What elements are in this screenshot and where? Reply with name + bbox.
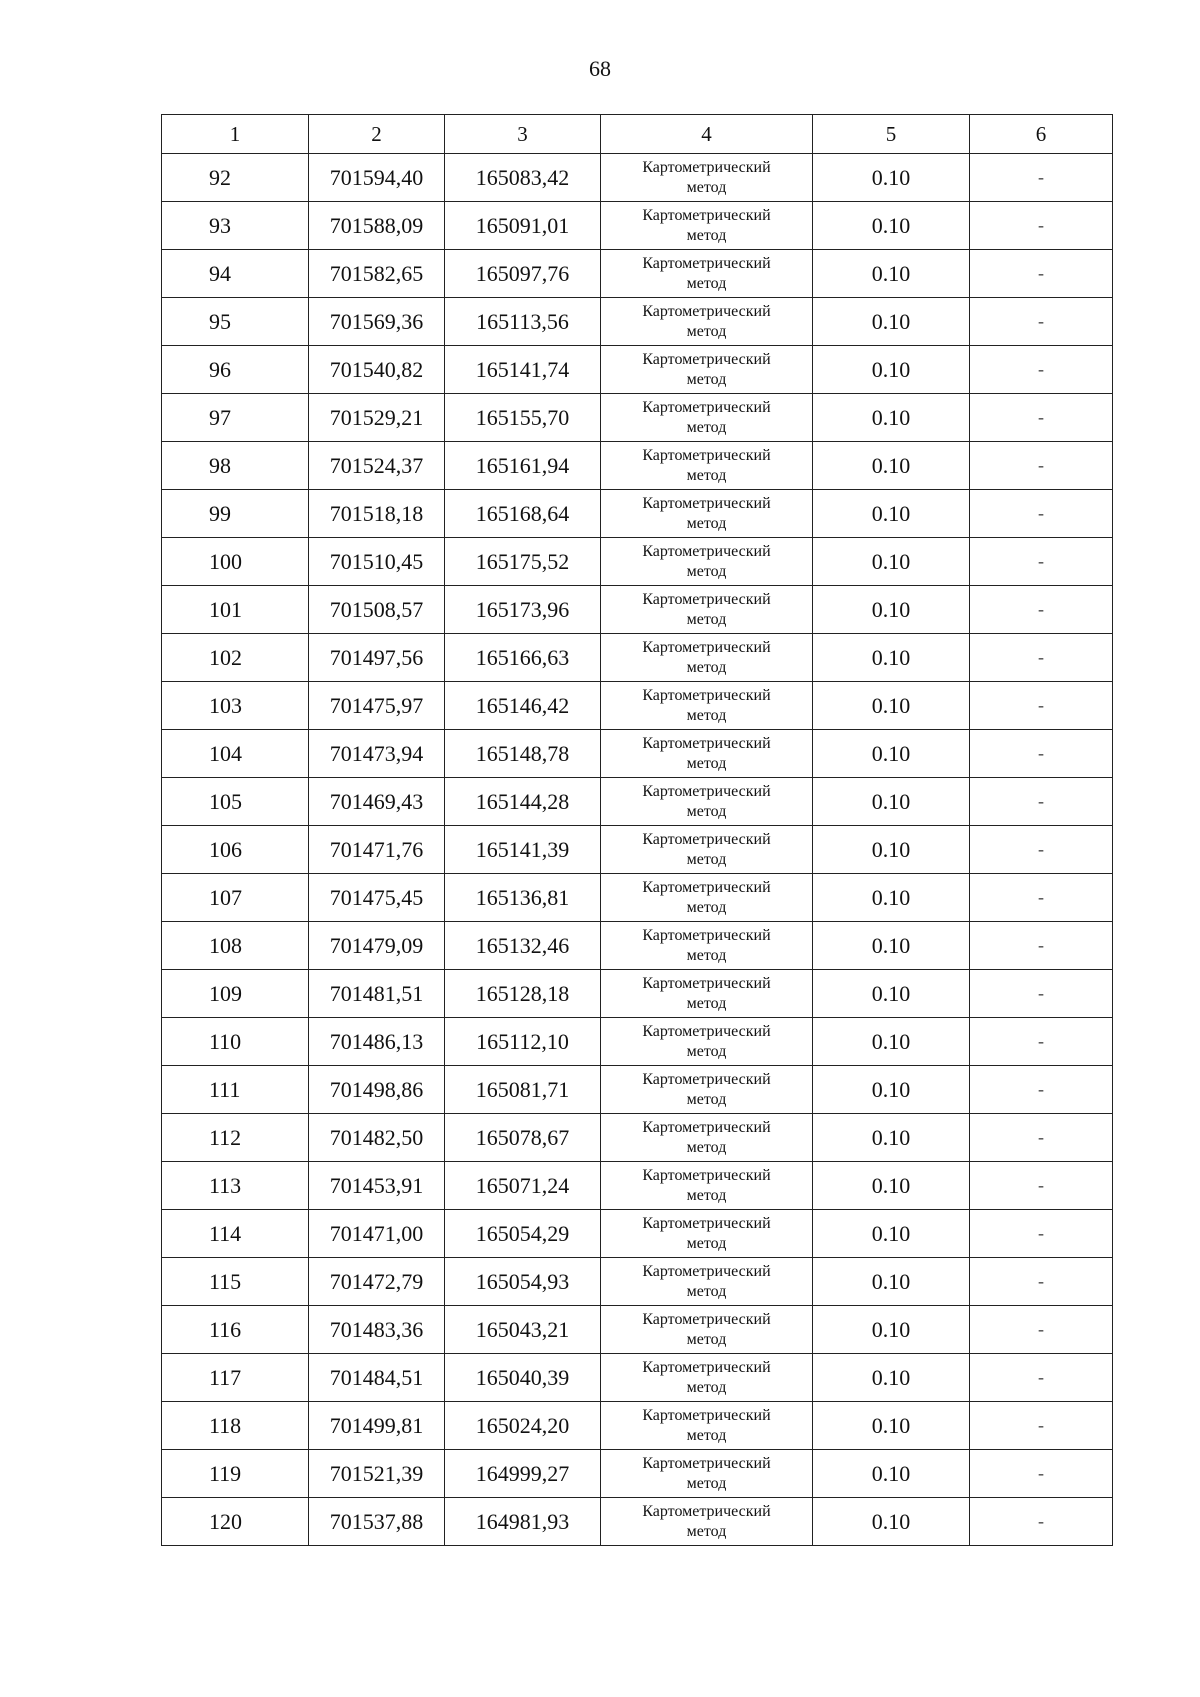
point-number-cell: 106 bbox=[162, 826, 309, 874]
method-cell bbox=[601, 1354, 813, 1402]
table-row bbox=[162, 1450, 1113, 1498]
method-cell bbox=[601, 250, 813, 298]
point-number-cell: 101 bbox=[162, 586, 309, 634]
method-line-2: метод bbox=[686, 226, 727, 244]
y-coordinate-cell: 165128,18 bbox=[445, 970, 601, 1018]
table-row bbox=[162, 1066, 1113, 1114]
x-coordinate-cell: 701475,97 bbox=[309, 682, 445, 730]
table-row bbox=[162, 1114, 1113, 1162]
note-cell: - bbox=[970, 586, 1113, 634]
method-cell bbox=[601, 682, 813, 730]
accuracy-cell: 0.10 bbox=[813, 154, 970, 202]
method-cell bbox=[601, 1450, 813, 1498]
x-coordinate-cell: 701524,37 bbox=[309, 442, 445, 490]
table-row bbox=[162, 1498, 1113, 1546]
method-line-1: Картометрический bbox=[642, 254, 771, 272]
column-header-2: 2 bbox=[309, 115, 445, 154]
method-line-2: метод bbox=[686, 1186, 727, 1204]
x-coordinate-cell: 701472,79 bbox=[309, 1258, 445, 1306]
y-coordinate-cell: 165112,10 bbox=[445, 1018, 601, 1066]
x-coordinate-cell: 701588,09 bbox=[309, 202, 445, 250]
x-coordinate-cell: 701508,57 bbox=[309, 586, 445, 634]
method-line-2: метод bbox=[686, 322, 727, 340]
y-coordinate-cell: 165155,70 bbox=[445, 394, 601, 442]
method-line-2: метод bbox=[686, 898, 727, 916]
accuracy-cell: 0.10 bbox=[813, 490, 970, 538]
method-cell bbox=[601, 394, 813, 442]
x-coordinate-cell: 701518,18 bbox=[309, 490, 445, 538]
method-line-2: метод bbox=[686, 370, 727, 388]
table-row bbox=[162, 490, 1113, 538]
y-coordinate-cell: 165136,81 bbox=[445, 874, 601, 922]
method-line-2: метод bbox=[686, 1042, 727, 1060]
method-cell bbox=[601, 634, 813, 682]
point-number-cell: 114 bbox=[162, 1210, 309, 1258]
method-cell bbox=[601, 1210, 813, 1258]
method-line-1: Картометрический bbox=[642, 1022, 771, 1040]
note-cell: - bbox=[970, 1258, 1113, 1306]
x-coordinate-cell: 701453,91 bbox=[309, 1162, 445, 1210]
y-coordinate-cell: 165168,64 bbox=[445, 490, 601, 538]
table-header bbox=[162, 115, 1113, 154]
method-line-1: Картометрический bbox=[642, 830, 771, 848]
method-cell bbox=[601, 1306, 813, 1354]
x-coordinate-cell: 701484,51 bbox=[309, 1354, 445, 1402]
method-line-1: Картометрический bbox=[642, 734, 771, 752]
point-number-cell: 96 bbox=[162, 346, 309, 394]
x-coordinate-cell: 701471,76 bbox=[309, 826, 445, 874]
coordinates-table bbox=[161, 114, 1113, 1546]
note-cell: - bbox=[970, 202, 1113, 250]
point-number-cell: 93 bbox=[162, 202, 309, 250]
y-coordinate-cell: 165173,96 bbox=[445, 586, 601, 634]
note-cell: - bbox=[970, 1450, 1113, 1498]
y-coordinate-cell: 164981,93 bbox=[445, 1498, 601, 1546]
note-cell: - bbox=[970, 298, 1113, 346]
accuracy-cell: 0.10 bbox=[813, 826, 970, 874]
method-line-2: метод bbox=[686, 946, 727, 964]
point-number-cell: 119 bbox=[162, 1450, 309, 1498]
y-coordinate-cell: 165043,21 bbox=[445, 1306, 601, 1354]
method-cell bbox=[601, 730, 813, 778]
accuracy-cell: 0.10 bbox=[813, 442, 970, 490]
table-row bbox=[162, 394, 1113, 442]
method-line-1: Картометрический bbox=[642, 686, 771, 704]
x-coordinate-cell: 701540,82 bbox=[309, 346, 445, 394]
y-coordinate-cell: 165081,71 bbox=[445, 1066, 601, 1114]
method-line-2: метод bbox=[686, 802, 727, 820]
method-line-1: Картометрический bbox=[642, 302, 771, 320]
y-coordinate-cell: 165078,67 bbox=[445, 1114, 601, 1162]
point-number-cell: 109 bbox=[162, 970, 309, 1018]
method-line-1: Картометрический bbox=[642, 1262, 771, 1280]
method-cell bbox=[601, 154, 813, 202]
method-cell bbox=[601, 970, 813, 1018]
table-row bbox=[162, 1162, 1113, 1210]
x-coordinate-cell: 701594,40 bbox=[309, 154, 445, 202]
accuracy-cell: 0.10 bbox=[813, 1450, 970, 1498]
method-cell bbox=[601, 778, 813, 826]
point-number-cell: 99 bbox=[162, 490, 309, 538]
note-cell: - bbox=[970, 346, 1113, 394]
accuracy-cell: 0.10 bbox=[813, 634, 970, 682]
method-line-2: метод bbox=[686, 1282, 727, 1300]
method-line-2: метод bbox=[686, 1474, 727, 1492]
accuracy-cell: 0.10 bbox=[813, 346, 970, 394]
y-coordinate-cell: 164999,27 bbox=[445, 1450, 601, 1498]
y-coordinate-cell: 165146,42 bbox=[445, 682, 601, 730]
accuracy-cell: 0.10 bbox=[813, 1066, 970, 1114]
note-cell: - bbox=[970, 1354, 1113, 1402]
method-line-2: метод bbox=[686, 562, 727, 580]
note-cell: - bbox=[970, 874, 1113, 922]
header-row bbox=[162, 115, 1113, 154]
table-row bbox=[162, 298, 1113, 346]
point-number-cell: 100 bbox=[162, 538, 309, 586]
note-cell: - bbox=[970, 1210, 1113, 1258]
table-row bbox=[162, 1354, 1113, 1402]
x-coordinate-cell: 701569,36 bbox=[309, 298, 445, 346]
method-line-1: Картометрический bbox=[642, 1358, 771, 1376]
table-row bbox=[162, 538, 1113, 586]
x-coordinate-cell: 701497,56 bbox=[309, 634, 445, 682]
method-line-1: Картометрический bbox=[642, 158, 771, 176]
note-cell: - bbox=[970, 1162, 1113, 1210]
point-number-cell: 115 bbox=[162, 1258, 309, 1306]
column-header-3: 3 bbox=[445, 115, 601, 154]
method-line-2: метод bbox=[686, 994, 727, 1012]
method-line-1: Картометрический bbox=[642, 782, 771, 800]
column-header-5: 5 bbox=[813, 115, 970, 154]
point-number-cell: 97 bbox=[162, 394, 309, 442]
x-coordinate-cell: 701471,00 bbox=[309, 1210, 445, 1258]
x-coordinate-cell: 701499,81 bbox=[309, 1402, 445, 1450]
method-line-2: метод bbox=[686, 706, 727, 724]
y-coordinate-cell: 165113,56 bbox=[445, 298, 601, 346]
note-cell: - bbox=[970, 250, 1113, 298]
x-coordinate-cell: 701529,21 bbox=[309, 394, 445, 442]
method-line-2: метод bbox=[686, 754, 727, 772]
point-number-cell: 120 bbox=[162, 1498, 309, 1546]
x-coordinate-cell: 701521,39 bbox=[309, 1450, 445, 1498]
accuracy-cell: 0.10 bbox=[813, 730, 970, 778]
point-number-cell: 118 bbox=[162, 1402, 309, 1450]
method-line-1: Картометрический bbox=[642, 638, 771, 656]
accuracy-cell: 0.10 bbox=[813, 778, 970, 826]
x-coordinate-cell: 701469,43 bbox=[309, 778, 445, 826]
y-coordinate-cell: 165132,46 bbox=[445, 922, 601, 970]
method-cell bbox=[601, 1066, 813, 1114]
x-coordinate-cell: 701498,86 bbox=[309, 1066, 445, 1114]
method-line-2: метод bbox=[686, 1330, 727, 1348]
method-line-2: метод bbox=[686, 1426, 727, 1444]
note-cell: - bbox=[970, 778, 1113, 826]
point-number-cell: 110 bbox=[162, 1018, 309, 1066]
accuracy-cell: 0.10 bbox=[813, 1162, 970, 1210]
method-line-1: Картометрический bbox=[642, 446, 771, 464]
method-line-1: Картометрический bbox=[642, 1502, 771, 1520]
accuracy-cell: 0.10 bbox=[813, 1210, 970, 1258]
y-coordinate-cell: 165083,42 bbox=[445, 154, 601, 202]
point-number-cell: 111 bbox=[162, 1066, 309, 1114]
point-number-cell: 98 bbox=[162, 442, 309, 490]
y-coordinate-cell: 165161,94 bbox=[445, 442, 601, 490]
point-number-cell: 105 bbox=[162, 778, 309, 826]
point-number-cell: 95 bbox=[162, 298, 309, 346]
x-coordinate-cell: 701486,13 bbox=[309, 1018, 445, 1066]
table-row bbox=[162, 154, 1113, 202]
note-cell: - bbox=[970, 490, 1113, 538]
accuracy-cell: 0.10 bbox=[813, 1354, 970, 1402]
accuracy-cell: 0.10 bbox=[813, 538, 970, 586]
method-line-2: метод bbox=[686, 178, 727, 196]
accuracy-cell: 0.10 bbox=[813, 1018, 970, 1066]
method-line-2: метод bbox=[686, 658, 727, 676]
y-coordinate-cell: 165097,76 bbox=[445, 250, 601, 298]
column-header-6: 6 bbox=[970, 115, 1113, 154]
method-line-1: Картометрический bbox=[642, 350, 771, 368]
method-cell bbox=[601, 1258, 813, 1306]
method-cell bbox=[601, 442, 813, 490]
table-row bbox=[162, 442, 1113, 490]
method-cell bbox=[601, 346, 813, 394]
point-number-cell: 92 bbox=[162, 154, 309, 202]
method-line-1: Картометрический bbox=[642, 1214, 771, 1232]
accuracy-cell: 0.10 bbox=[813, 1498, 970, 1546]
page-number: 68 bbox=[589, 56, 611, 81]
method-cell bbox=[601, 1162, 813, 1210]
point-number-cell: 113 bbox=[162, 1162, 309, 1210]
method-cell bbox=[601, 538, 813, 586]
method-cell bbox=[601, 586, 813, 634]
method-cell bbox=[601, 202, 813, 250]
method-cell bbox=[601, 298, 813, 346]
table-row bbox=[162, 202, 1113, 250]
accuracy-cell: 0.10 bbox=[813, 394, 970, 442]
x-coordinate-cell: 701537,88 bbox=[309, 1498, 445, 1546]
method-line-2: метод bbox=[686, 610, 727, 628]
method-line-1: Картометрический bbox=[642, 542, 771, 560]
accuracy-cell: 0.10 bbox=[813, 1402, 970, 1450]
y-coordinate-cell: 165054,93 bbox=[445, 1258, 601, 1306]
table-row bbox=[162, 346, 1113, 394]
note-cell: - bbox=[970, 538, 1113, 586]
note-cell: - bbox=[970, 922, 1113, 970]
note-cell: - bbox=[970, 682, 1113, 730]
y-coordinate-cell: 165141,74 bbox=[445, 346, 601, 394]
note-cell: - bbox=[970, 1306, 1113, 1354]
table-row bbox=[162, 250, 1113, 298]
table-row bbox=[162, 1402, 1113, 1450]
table-row bbox=[162, 970, 1113, 1018]
accuracy-cell: 0.10 bbox=[813, 970, 970, 1018]
column-header-4: 4 bbox=[601, 115, 813, 154]
method-line-1: Картометрический bbox=[642, 1406, 771, 1424]
table-row bbox=[162, 778, 1113, 826]
method-line-2: метод bbox=[686, 514, 727, 532]
note-cell: - bbox=[970, 730, 1113, 778]
point-number-cell: 104 bbox=[162, 730, 309, 778]
method-line-2: метод bbox=[686, 1138, 727, 1156]
method-line-2: метод bbox=[686, 1234, 727, 1252]
note-cell: - bbox=[970, 1402, 1113, 1450]
x-coordinate-cell: 701483,36 bbox=[309, 1306, 445, 1354]
point-number-cell: 103 bbox=[162, 682, 309, 730]
method-line-1: Картометрический bbox=[642, 1454, 771, 1472]
accuracy-cell: 0.10 bbox=[813, 874, 970, 922]
method-cell bbox=[601, 490, 813, 538]
point-number-cell: 94 bbox=[162, 250, 309, 298]
accuracy-cell: 0.10 bbox=[813, 298, 970, 346]
x-coordinate-cell: 701473,94 bbox=[309, 730, 445, 778]
x-coordinate-cell: 701582,65 bbox=[309, 250, 445, 298]
method-line-1: Картометрический bbox=[642, 926, 771, 944]
y-coordinate-cell: 165040,39 bbox=[445, 1354, 601, 1402]
y-coordinate-cell: 165144,28 bbox=[445, 778, 601, 826]
method-cell bbox=[601, 826, 813, 874]
method-line-1: Картометрический bbox=[642, 974, 771, 992]
method-line-1: Картометрический bbox=[642, 494, 771, 512]
accuracy-cell: 0.10 bbox=[813, 586, 970, 634]
note-cell: - bbox=[970, 1018, 1113, 1066]
accuracy-cell: 0.10 bbox=[813, 1258, 970, 1306]
method-cell bbox=[601, 922, 813, 970]
x-coordinate-cell: 701475,45 bbox=[309, 874, 445, 922]
accuracy-cell: 0.10 bbox=[813, 922, 970, 970]
note-cell: - bbox=[970, 1066, 1113, 1114]
note-cell: - bbox=[970, 970, 1113, 1018]
point-number-cell: 102 bbox=[162, 634, 309, 682]
method-cell bbox=[601, 874, 813, 922]
point-number-cell: 107 bbox=[162, 874, 309, 922]
column-header-1: 1 bbox=[162, 115, 309, 154]
table-row bbox=[162, 730, 1113, 778]
y-coordinate-cell: 165141,39 bbox=[445, 826, 601, 874]
table-row bbox=[162, 1306, 1113, 1354]
method-line-2: метод bbox=[686, 274, 727, 292]
method-line-1: Картометрический bbox=[642, 1166, 771, 1184]
x-coordinate-cell: 701479,09 bbox=[309, 922, 445, 970]
method-line-2: метод bbox=[686, 850, 727, 868]
y-coordinate-cell: 165054,29 bbox=[445, 1210, 601, 1258]
y-coordinate-cell: 165024,20 bbox=[445, 1402, 601, 1450]
table-row bbox=[162, 1018, 1113, 1066]
method-line-2: метод bbox=[686, 466, 727, 484]
method-line-2: метод bbox=[686, 1522, 727, 1540]
y-coordinate-cell: 165148,78 bbox=[445, 730, 601, 778]
method-line-1: Картометрический bbox=[642, 590, 771, 608]
note-cell: - bbox=[970, 634, 1113, 682]
y-coordinate-cell: 165175,52 bbox=[445, 538, 601, 586]
method-cell bbox=[601, 1018, 813, 1066]
x-coordinate-cell: 701510,45 bbox=[309, 538, 445, 586]
table-row bbox=[162, 922, 1113, 970]
accuracy-cell: 0.10 bbox=[813, 1306, 970, 1354]
note-cell: - bbox=[970, 154, 1113, 202]
x-coordinate-cell: 701482,50 bbox=[309, 1114, 445, 1162]
note-cell: - bbox=[970, 826, 1113, 874]
accuracy-cell: 0.10 bbox=[813, 682, 970, 730]
method-line-1: Картометрический bbox=[642, 1070, 771, 1088]
table-row bbox=[162, 586, 1113, 634]
method-line-2: метод bbox=[686, 1378, 727, 1396]
table-row bbox=[162, 682, 1113, 730]
table-row bbox=[162, 874, 1113, 922]
method-line-1: Картометрический bbox=[642, 1118, 771, 1136]
method-cell bbox=[601, 1402, 813, 1450]
point-number-cell: 116 bbox=[162, 1306, 309, 1354]
table-row bbox=[162, 826, 1113, 874]
table-row bbox=[162, 1258, 1113, 1306]
accuracy-cell: 0.10 bbox=[813, 202, 970, 250]
table-row bbox=[162, 634, 1113, 682]
method-line-2: метод bbox=[686, 1090, 727, 1108]
point-number-cell: 108 bbox=[162, 922, 309, 970]
y-coordinate-cell: 165166,63 bbox=[445, 634, 601, 682]
accuracy-cell: 0.10 bbox=[813, 1114, 970, 1162]
method-line-1: Картометрический bbox=[642, 1310, 771, 1328]
table-body bbox=[162, 154, 1113, 1546]
y-coordinate-cell: 165091,01 bbox=[445, 202, 601, 250]
method-line-1: Картометрический bbox=[642, 878, 771, 896]
x-coordinate-cell: 701481,51 bbox=[309, 970, 445, 1018]
note-cell: - bbox=[970, 442, 1113, 490]
method-line-1: Картометрический bbox=[642, 206, 771, 224]
y-coordinate-cell: 165071,24 bbox=[445, 1162, 601, 1210]
method-line-2: метод bbox=[686, 418, 727, 436]
point-number-cell: 117 bbox=[162, 1354, 309, 1402]
note-cell: - bbox=[970, 1114, 1113, 1162]
note-cell: - bbox=[970, 1498, 1113, 1546]
accuracy-cell: 0.10 bbox=[813, 250, 970, 298]
point-number-cell: 112 bbox=[162, 1114, 309, 1162]
method-cell bbox=[601, 1114, 813, 1162]
method-line-1: Картометрический bbox=[642, 398, 771, 416]
table-row bbox=[162, 1210, 1113, 1258]
method-cell bbox=[601, 1498, 813, 1546]
note-cell: - bbox=[970, 394, 1113, 442]
